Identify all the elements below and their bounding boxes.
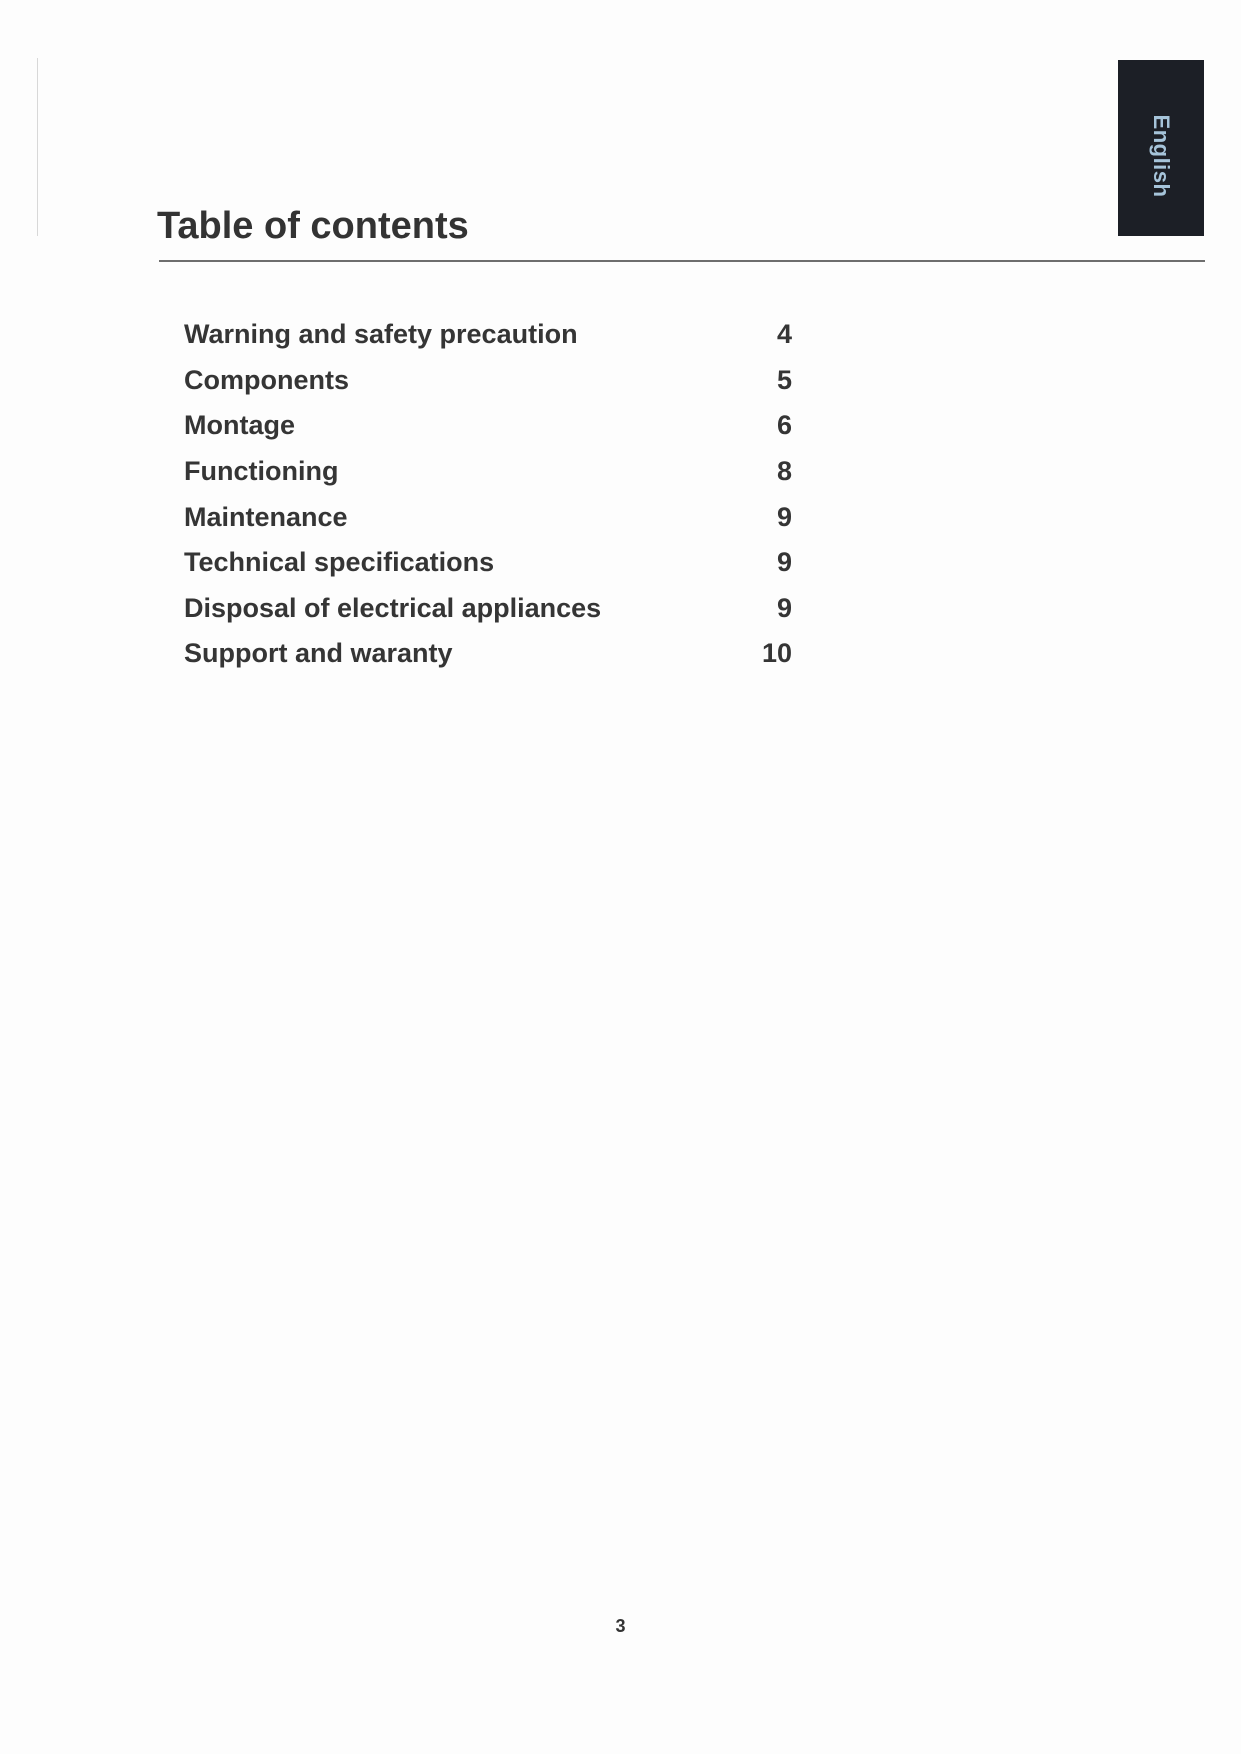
toc-entry-page: 9 — [776, 547, 792, 578]
toc-entry-title: Disposal of electrical appliances — [184, 592, 602, 623]
toc-entry-page: 9 — [776, 592, 792, 623]
toc-entry[interactable] — [184, 403, 792, 449]
title-divider — [159, 260, 1205, 262]
toc-list — [184, 312, 792, 677]
toc-entry-title: Warning and safety precaution — [184, 319, 578, 350]
toc-entry[interactable] — [184, 358, 792, 404]
toc-entry-page: 10 — [761, 638, 792, 669]
toc-entry-page: 6 — [776, 410, 792, 441]
toc-entry-title: Maintenance — [184, 501, 348, 532]
toc-entry[interactable] — [184, 586, 792, 632]
toc-entry-page: 5 — [776, 364, 792, 395]
toc-entry[interactable] — [184, 312, 792, 358]
toc-entry-title: Montage — [184, 410, 295, 441]
toc-entry-title: Components — [184, 364, 349, 395]
toc-entry[interactable] — [184, 449, 792, 495]
page-edge-line — [37, 58, 38, 236]
toc-entry[interactable] — [184, 494, 792, 540]
language-tab — [1118, 60, 1204, 236]
toc-entry-page: 9 — [776, 501, 792, 532]
toc-entry-title: Technical specifications — [184, 547, 495, 578]
page-title: Table of contents — [157, 205, 469, 247]
toc-entry-title: Functioning — [184, 456, 339, 487]
toc-entry[interactable] — [184, 631, 792, 677]
toc-entry-page: 4 — [776, 319, 792, 350]
toc-entry-page: 8 — [776, 456, 792, 487]
toc-entry[interactable] — [184, 540, 792, 586]
toc-entry-title: Support and waranty — [184, 638, 453, 669]
page-number: 3 — [615, 1616, 626, 1636]
language-tab-label: English — [1149, 114, 1174, 198]
